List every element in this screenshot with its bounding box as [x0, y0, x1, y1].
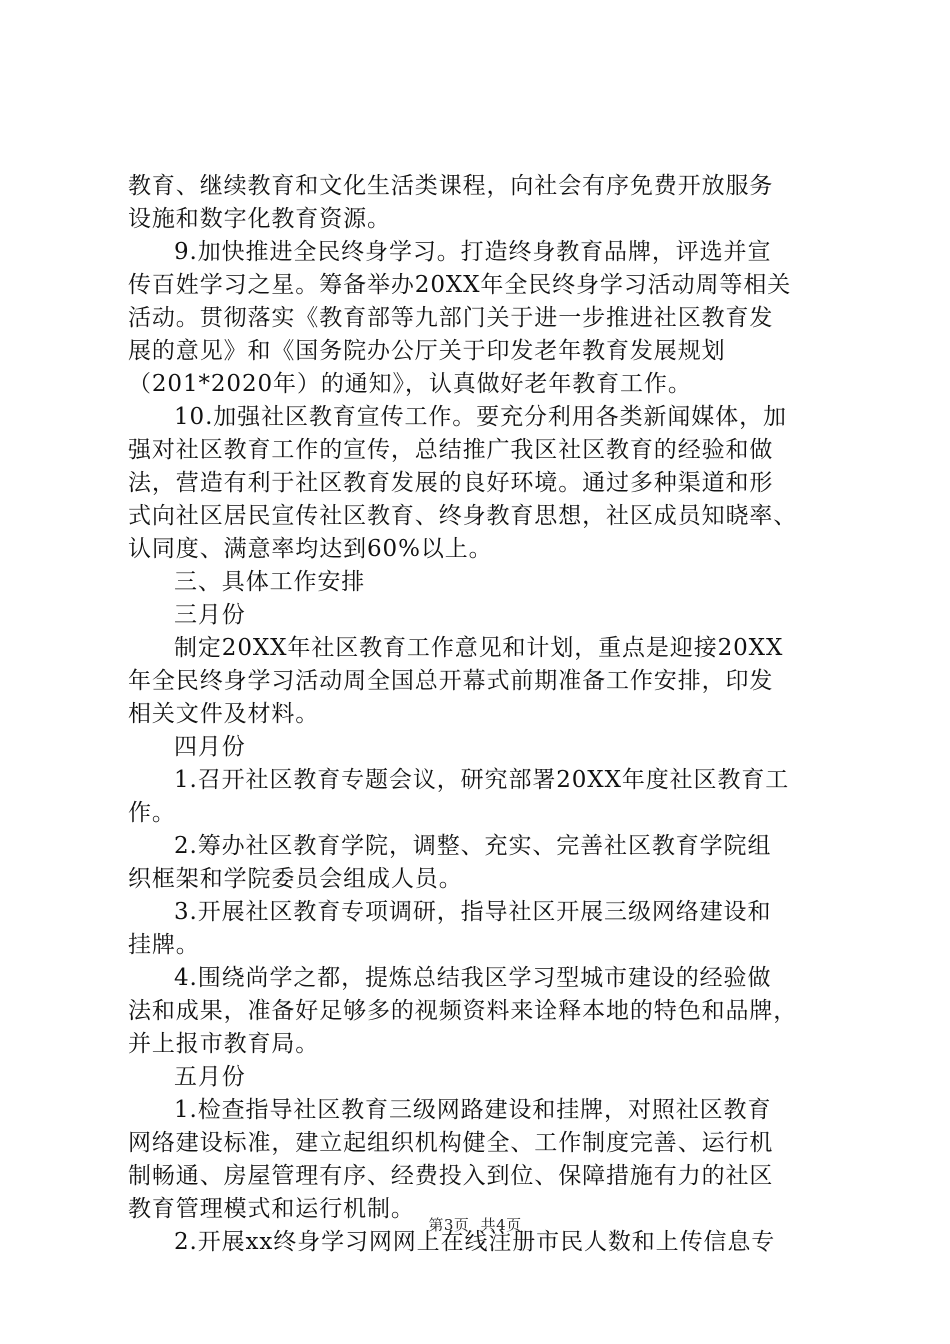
text-line: 活动。贯彻落实《教育部等九部门关于进一步推进社区教育发: [128, 305, 774, 331]
text-line: 相关文件及材料。: [128, 701, 320, 727]
text-line: 挂牌。: [128, 932, 200, 958]
text-line: 五月份: [174, 1064, 246, 1090]
text-line: 2.开展xx终身学习网网上在线注册市民人数和上传信息专: [174, 1229, 776, 1255]
text-line: 四月份: [174, 734, 246, 760]
text-line: 织框架和学院委员会组成人员。: [128, 866, 463, 892]
text-line: 2.筹办社区教育学院，调整、充实、完善社区教育学院组: [174, 833, 772, 859]
document-body: [128, 170, 838, 1259]
text-line: 9.加快推进全民终身学习。打造终身教育品牌，评选并宣: [174, 239, 772, 265]
text-line: 法，营造有利于社区教育发展的良好环境。通过多种渠道和形: [128, 470, 774, 496]
text-line: （201*2020年）的通知》，认真做好老年教育工作。: [128, 371, 692, 397]
text-line: 教育、继续教育和文化生活类课程，向社会有序免费开放服务: [128, 173, 774, 199]
text-line: 强对社区教育工作的宣传，总结推广我区社区教育的经验和做: [128, 437, 774, 463]
text-line: 三月份: [174, 602, 246, 628]
text-line: 教育管理模式和运行机制。: [128, 1196, 415, 1222]
text-line: 认同度、满意率均达到60%以上。: [128, 536, 493, 562]
text-line: 法和成果，准备好足够多的视频资料来诠释本地的特色和品牌，: [128, 998, 798, 1024]
text-line: 设施和数字化教育资源。: [128, 206, 391, 232]
text-line: 1.召开社区教育专题会议，研究部署20XX年度社区教育工: [174, 767, 790, 793]
page-number: 第3页: [428, 1216, 470, 1234]
text-line: 作。: [128, 800, 176, 826]
text-line: 年全民终身学习活动周全国总开幕式前期准备工作安排，印发: [128, 668, 774, 694]
text-line: 10.加强社区教育宣传工作。要充分利用各类新闻媒体，加: [174, 404, 787, 430]
text-line: 1.检查指导社区教育三级网路建设和挂牌，对照社区教育: [174, 1097, 772, 1123]
text-line: 网络建设标准，建立起组织机构健全、工作制度完善、运行机: [128, 1130, 774, 1156]
text-line: 三、具体工作安排: [174, 569, 366, 595]
text-line: 传百姓学习之星。筹备举办20XX年全民终身学习活动周等相关: [128, 272, 792, 298]
page-total: 共4页: [480, 1216, 522, 1234]
text-line: 3.开展社区教育专项调研，指导社区开展三级网络建设和: [174, 899, 772, 925]
text-line: 展的意见》和《国务院办公厅关于印发老年教育发展规划: [128, 338, 726, 364]
page-footer: [0, 1214, 950, 1235]
text-line: 制定20XX年社区教育工作意见和计划，重点是迎接20XX: [174, 635, 784, 661]
text-line: 并上报市教育局。: [128, 1031, 320, 1057]
text-line: 制畅通、房屋管理有序、经费投入到位、保障措施有力的社区: [128, 1163, 774, 1189]
text-line: 式向社区居民宣传社区教育、终身教育思想，社区成员知晓率、: [128, 503, 798, 529]
text-line: 4.围绕尚学之都，提炼总结我区学习型城市建设的经验做: [174, 965, 772, 991]
